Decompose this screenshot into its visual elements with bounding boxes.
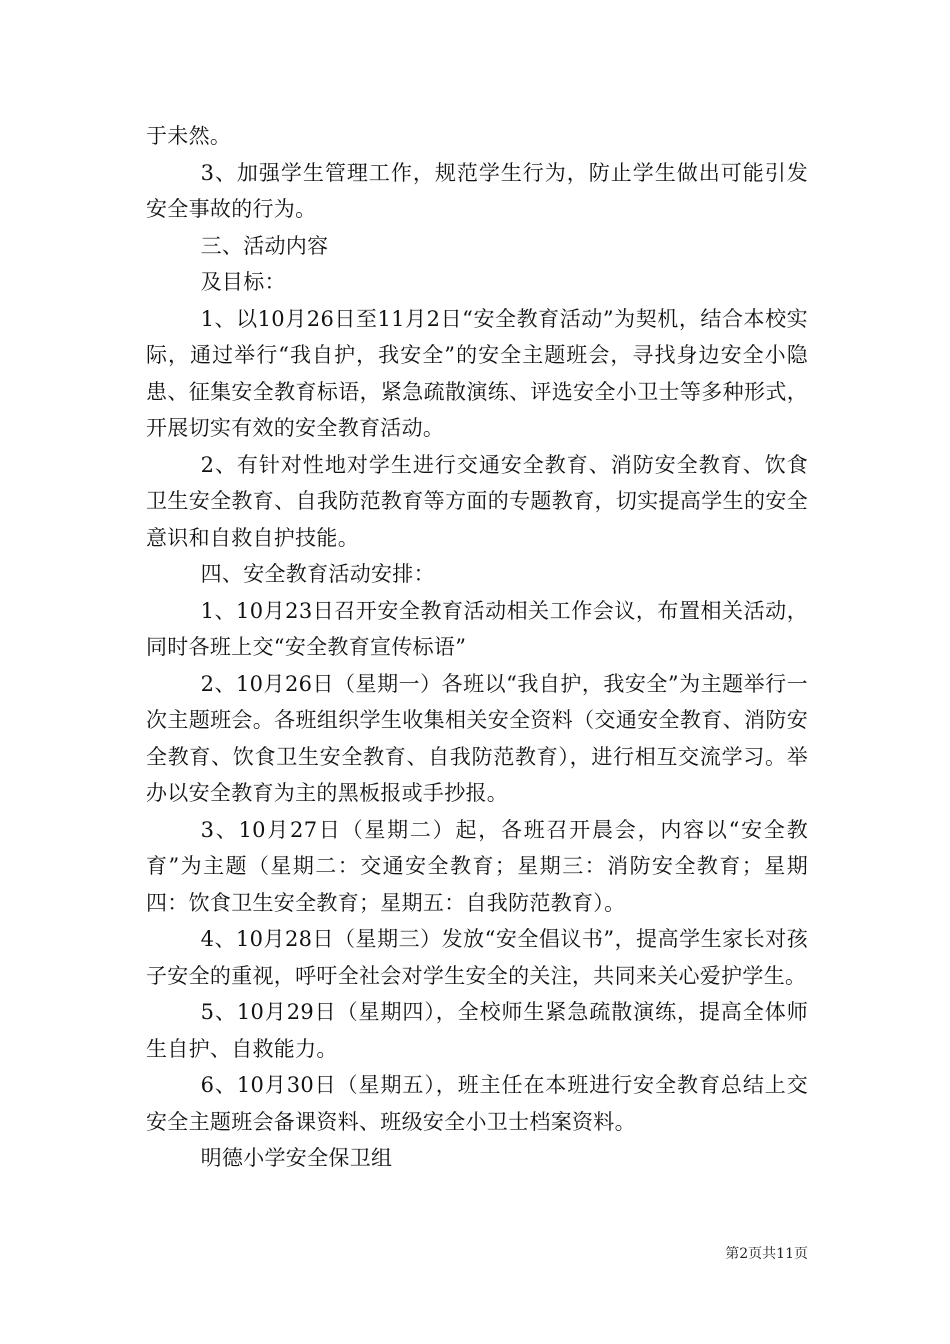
signature-organization: 明德小学安全保卫组 xyxy=(200,1146,393,1170)
paragraph-schedule-4: 4、10月28日（星期三）发放“安全倡议书”，提高学生家长对孩子安全的重视，呼吁全社会对学生安全的关注，共同来关心爱护学生。 xyxy=(146,927,808,988)
paragraph-goal-3: 3、加强学生管理工作，规范学生行为，防止学生做出可能引发安全事故的行为。 xyxy=(146,160,808,221)
section-heading-activity-content: 三、活动内容 xyxy=(200,233,329,258)
paragraph-schedule-2: 2、10月26日（星期一）各班以“我自护，我安全”为主题举行一次主题班会。各班组织学生收集相关安全资料（交通安全教育、消防安全教育、饮食卫生安全教育、自我防范教育），进行相互交流学习。举办以安全教育为主的黑板报或手抄报。 xyxy=(146,671,808,805)
paragraph-schedule-5: 5、10月29日（星期四），全校师生紧急疏散演练，提高全体师生自护、自救能力。 xyxy=(146,1000,808,1061)
paragraph-content-1: 1、以10月26日至11月2日“安全教育活动”为契机，结合本校实际，通过举行“我自护，我安全”的安全主题班会，寻找身边安全小隐患、征集安全教育标语，紧急疏散演练、评选安全小卫士等多种形式，开展切实有效的安全教育活动。 xyxy=(146,306,808,440)
section-heading-schedule: 四、安全教育活动安排： xyxy=(200,562,435,586)
paragraph-content-2: 2、有针对性地对学生进行交通安全教育、消防安全教育、饮食卫生安全教育、自我防范教育等方面的专题教育，切实提高学生的安全意识和自救自护技能。 xyxy=(146,452,808,550)
paragraph-schedule-1: 1、10月23日召开安全教育活动相关工作会议，布置相关活动，同时各班上交“安全教育宣传标语” xyxy=(146,598,808,659)
document-body xyxy=(146,118,808,1177)
paragraph-schedule-6: 6、10月30日（星期五），班主任在本班进行安全教育总结上交安全主题班会备课资料、班级安全小卫士档案资料。 xyxy=(146,1073,808,1134)
section-heading-objectives: 及目标： xyxy=(200,270,286,294)
page-number-footer: 第2页共11页 xyxy=(725,1246,808,1262)
paragraph-continuation: 于未然。 xyxy=(146,124,232,148)
paragraph-schedule-3: 3、10月27日（星期二）起，各班召开晨会，内容以“安全教育”为主题（星期二：交通安全教育；星期三：消防安全教育；星期四：饮食卫生安全教育；星期五：自我防范教育）。 xyxy=(146,817,808,915)
